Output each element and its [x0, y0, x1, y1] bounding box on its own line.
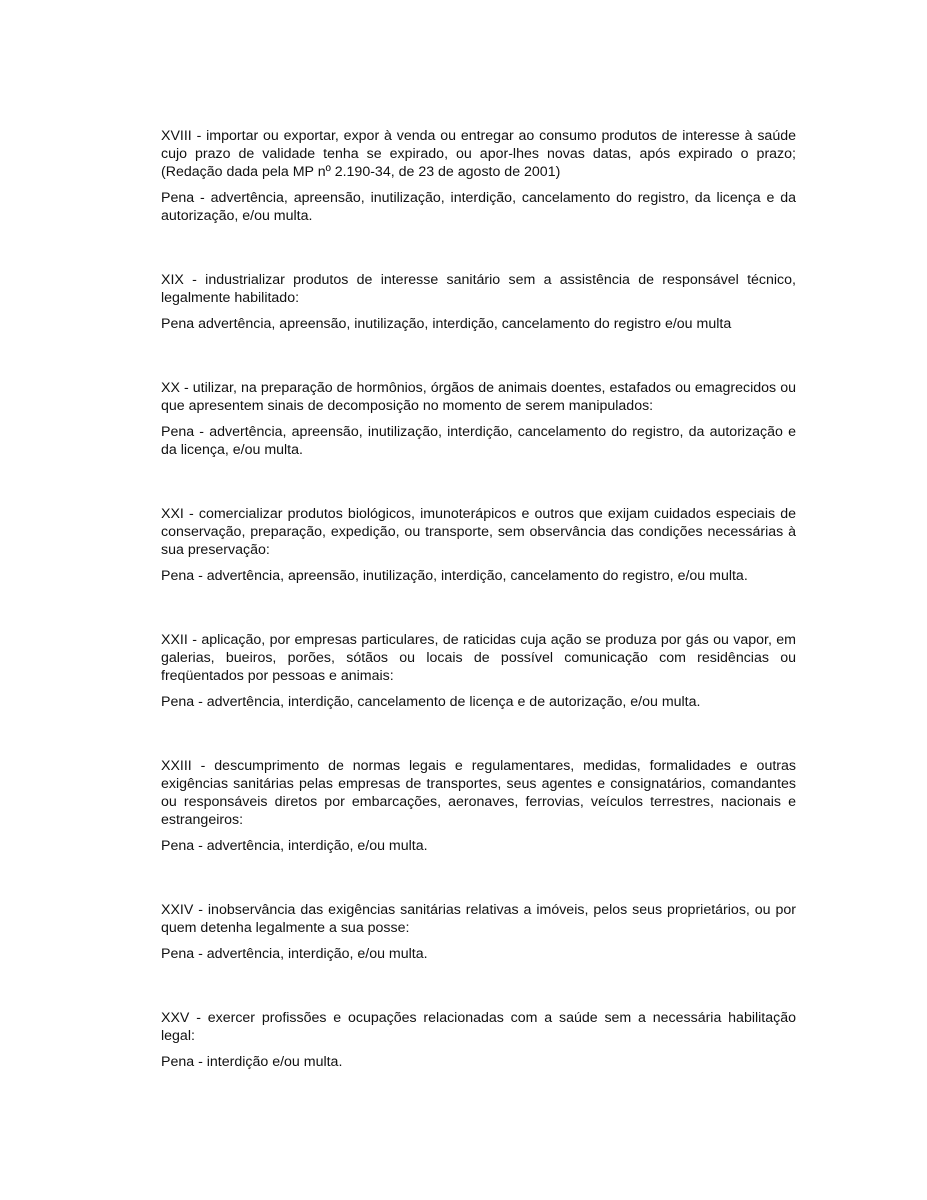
clause-text: XVIII - importar ou exportar, expor à venda ou entregar ao consumo produtos de interesse à saúde cujo prazo de validade tenha se expirado, ou apor-lhes novas datas, após expirado o prazo; (Redação dada pela MP nº 2.190-34, de 23 de agosto de 2001) — [161, 128, 796, 180]
article-item-xx — [161, 379, 796, 459]
clause-text: XX - utilizar, na preparação de hormônios, órgãos de animais doentes, estafados ou emagrecidos ou que apresentem sinais de decomposição no momento de serem manipulados: — [161, 380, 796, 414]
penalty-text: Pena - advertência, interdição, cancelamento de licença e de autorização, e/ou multa. — [161, 694, 701, 710]
article-item-xxii — [161, 631, 796, 711]
penalty-text: Pena - advertência, apreensão, inutilização, interdição, cancelamento do registro, da licença e da autorização, e/ou multa. — [161, 190, 796, 224]
article-item-xix — [161, 271, 796, 333]
article-item-xxiii — [161, 757, 796, 855]
penalty-text: Pena - advertência, interdição, e/ou multa. — [161, 838, 428, 854]
article-item-xxv — [161, 1009, 796, 1071]
article-item-xxiv — [161, 901, 796, 963]
clause-text: XXI - comercializar produtos biológicos, imunoterápicos e outros que exijam cuidados especiais de conservação, preparação, expedição, ou transporte, sem observância das condições necessárias à sua preservação: — [161, 506, 796, 558]
clause-text: XXIV - inobservância das exigências sanitárias relativas a imóveis, pelos seus proprietários, ou por quem detenha legalmente a sua posse: — [161, 902, 796, 936]
document-body — [161, 127, 796, 1071]
penalty-text: Pena - interdição e/ou multa. — [161, 1054, 343, 1070]
clause-text: XXV - exercer profissões e ocupações relacionadas com a saúde sem a necessária habilitação legal: — [161, 1010, 796, 1044]
penalty-text: Pena - advertência, apreensão, inutilização, interdição, cancelamento do registro, da autorização e da licença, e/ou multa. — [161, 424, 796, 458]
article-item-xxi — [161, 505, 796, 585]
clause-text: XIX - industrializar produtos de interesse sanitário sem a assistência de responsável técnico, legalmente habilitado: — [161, 272, 796, 306]
clause-text: XXII - aplicação, por empresas particulares, de raticidas cuja ação se produza por gás ou vapor, em galerias, bueiros, porões, sótãos ou locais de possível comunicação com residências ou freqüentados por pessoas e animais: — [161, 632, 796, 684]
clause-text: XXIII - descumprimento de normas legais e regulamentares, medidas, formalidades e outras exigências sanitárias pelas empresas de transportes, seus agentes e consignatários, comandantes ou responsáveis diretos por embarcações, aeronaves, ferrovias, veículos terrestres, nacionais e estrangeiros: — [161, 758, 796, 828]
penalty-text: Pena - advertência, interdição, e/ou multa. — [161, 946, 428, 962]
penalty-text: Pena advertência, apreensão, inutilização, interdição, cancelamento do registro e/ou multa — [161, 316, 732, 332]
article-item-xviii — [161, 127, 796, 225]
penalty-text: Pena - advertência, apreensão, inutilização, interdição, cancelamento do registro, e/ou multa. — [161, 568, 748, 584]
